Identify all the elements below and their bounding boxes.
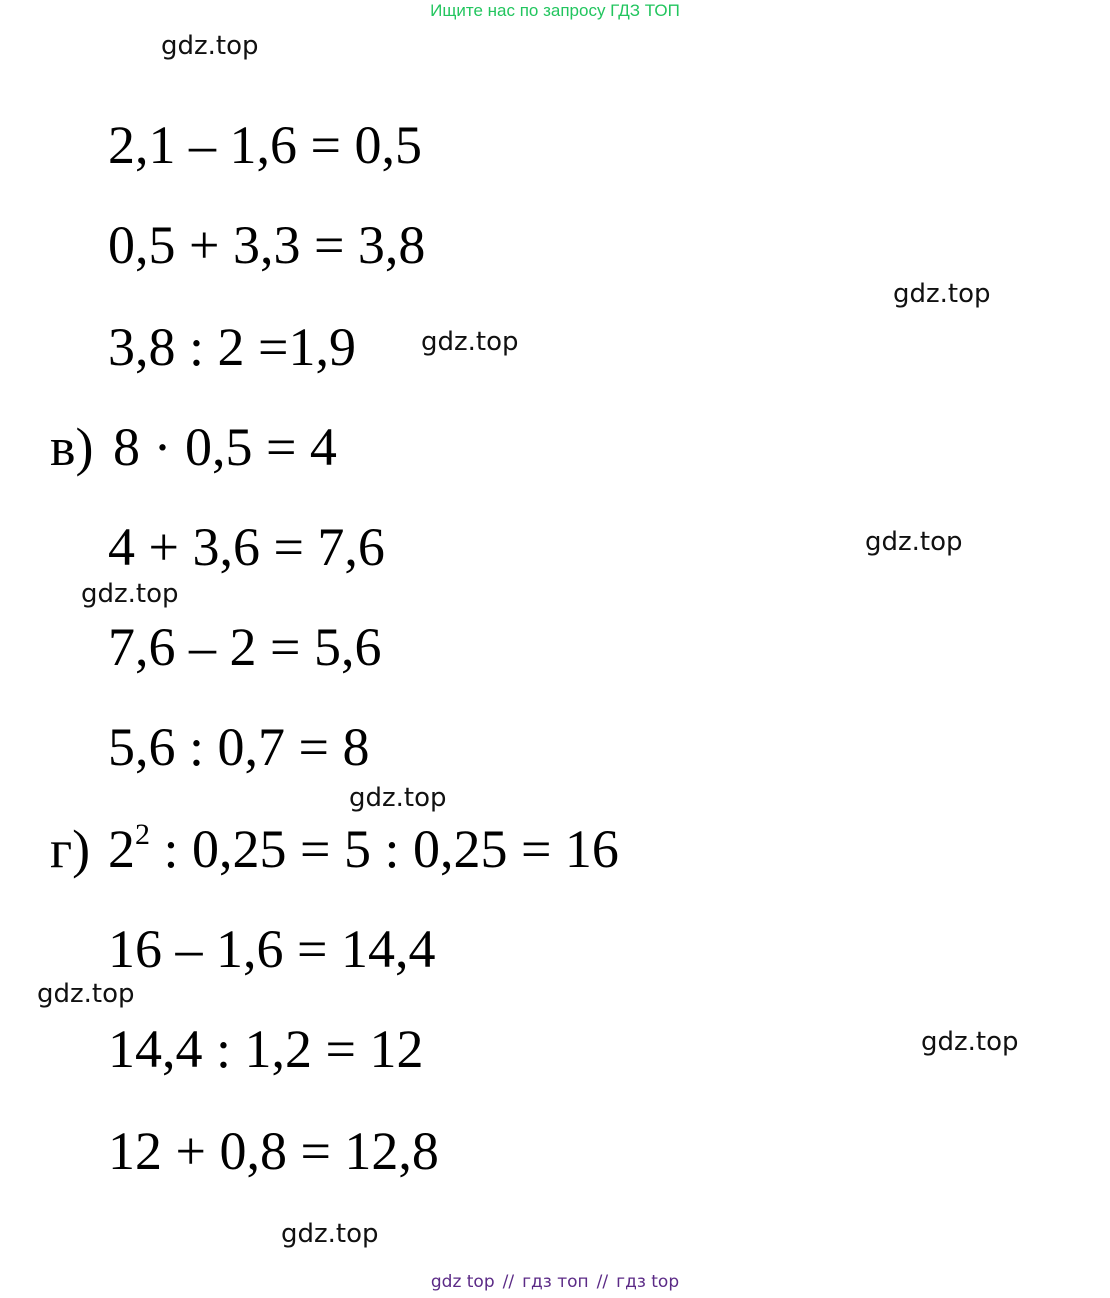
watermark: gdz.top bbox=[281, 1219, 379, 1249]
equation-line: 4 + 3,6 = 7,6 bbox=[108, 517, 385, 577]
power-exponent: 2 bbox=[135, 818, 150, 851]
part-label-g: г) bbox=[50, 819, 91, 879]
equation-line: 16 – 1,6 = 14,4 bbox=[108, 919, 436, 979]
watermark: gdz.top bbox=[161, 31, 259, 61]
watermark: gdz.top bbox=[865, 527, 963, 557]
watermark: gdz.top bbox=[37, 979, 135, 1009]
footer-separator: // bbox=[596, 1272, 609, 1292]
equation-line: 14,4 : 1,2 = 12 bbox=[108, 1019, 424, 1079]
equation-line: 2,1 – 1,6 = 0,5 bbox=[108, 115, 422, 175]
footer-link-gdz-top[interactable]: gdz top bbox=[430, 1272, 495, 1292]
equation-line: 3,8 : 2 =1,9 bbox=[108, 317, 356, 377]
watermark: gdz.top bbox=[893, 279, 991, 309]
equation-line: 0,5 + 3,3 = 3,8 bbox=[108, 215, 426, 275]
watermark: gdz.top bbox=[81, 579, 179, 609]
part-label-v: в) bbox=[50, 417, 94, 477]
watermark: gdz.top bbox=[349, 783, 447, 813]
equation-line: 12 + 0,8 = 12,8 bbox=[108, 1121, 439, 1181]
power-rest: : 0,25 = 5 : 0,25 = 16 bbox=[150, 819, 619, 879]
footer-link-gdz-top-mixed[interactable]: гдз top bbox=[616, 1272, 680, 1292]
equation-line: 8 · 0,5 = 4 bbox=[113, 417, 337, 477]
equation-line-power bbox=[108, 818, 619, 879]
power-base: 2 bbox=[108, 819, 135, 879]
footer-link-gdz-top-ru[interactable]: гдз топ bbox=[522, 1272, 589, 1292]
watermark: gdz.top bbox=[421, 327, 519, 357]
equation-line: 5,6 : 0,7 = 8 bbox=[108, 717, 370, 777]
equation-line: 7,6 – 2 = 5,6 bbox=[108, 617, 382, 677]
search-hint: Ищите нас по запросу ГДЗ ТОП bbox=[430, 1, 680, 20]
watermark: gdz.top bbox=[921, 1027, 1019, 1057]
footer-links bbox=[0, 1272, 1110, 1292]
footer-separator: // bbox=[502, 1272, 515, 1292]
